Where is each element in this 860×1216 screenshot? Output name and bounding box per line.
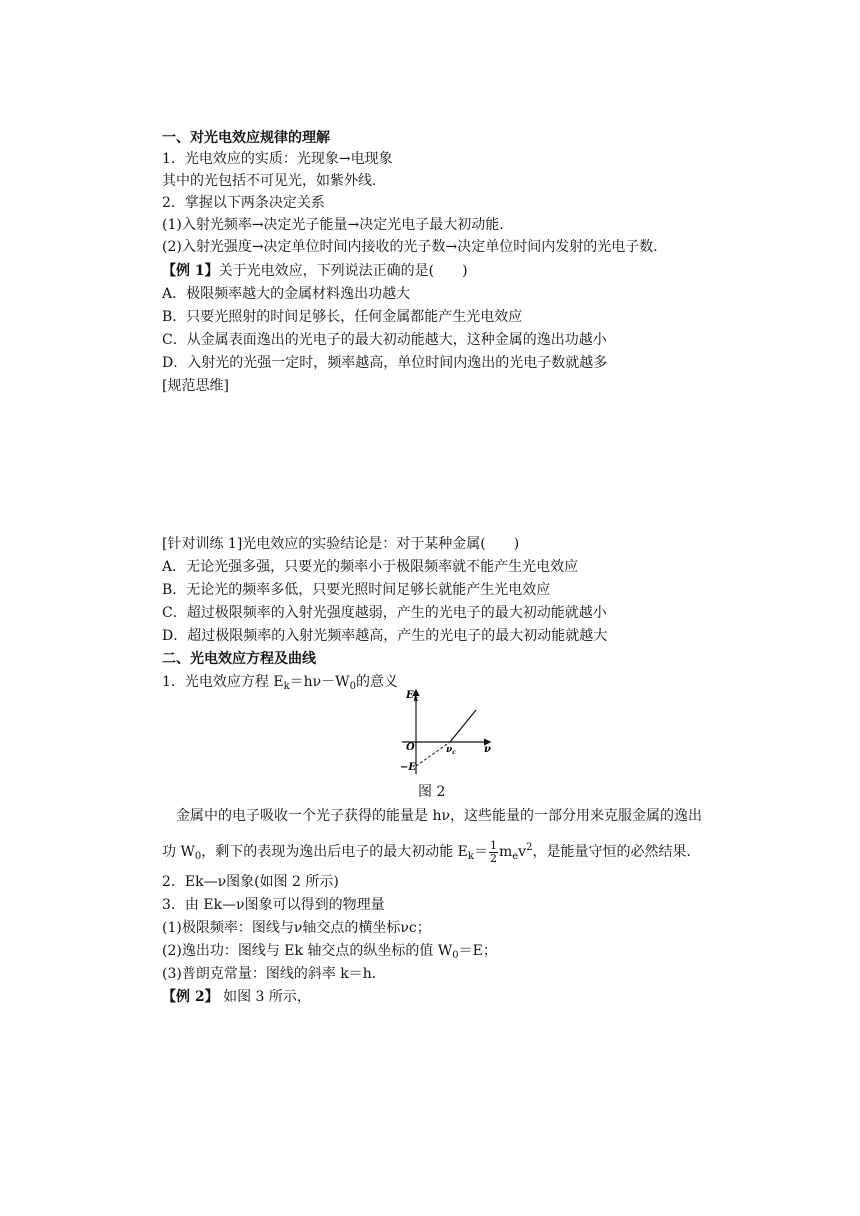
section2-line6: (3)普朗克常量：图线的斜率 k＝h.	[162, 966, 377, 982]
eq-text-3: 的意义	[355, 674, 398, 690]
example2-text: 如图 3 所示，	[218, 989, 311, 1005]
example1-question	[162, 261, 468, 281]
section2-line3: 3．由 Ek—ν图象可以得到的物理量	[162, 897, 385, 913]
eq-text-2: ＝hν－W	[289, 674, 350, 690]
section2-line2: 2．Ek—ν图象(如图 2 所示)	[162, 874, 339, 890]
para2-text-2: ，剩下的表现为逸出后电子的最大初动能 E	[201, 844, 468, 860]
l5-sub-0: 0	[452, 950, 459, 961]
l5-text-1: (2)逸出功：图线与 Ek 轴交点的纵坐标的值 W	[162, 943, 453, 959]
fraction-one-half	[489, 840, 498, 865]
eq-sub-0: 0	[349, 681, 356, 692]
example1-question-text: 关于光电效应，下列说法正确的是( )	[218, 263, 468, 279]
example1-option-b: B．只要光照射的时间足够长，任何金属都能产生光电效应	[162, 309, 523, 325]
training1-question: [针对训练 1]光电效应的实验结论是：对于某种金属( )	[162, 536, 520, 552]
x-axis-label: ν	[484, 744, 491, 755]
para2-sub-k: k	[467, 851, 474, 862]
neg-e-label: −E	[400, 762, 417, 773]
section2-paragraph-line2	[162, 834, 700, 871]
para2-sup-2: 2	[526, 842, 533, 853]
ek-nu-graph	[396, 686, 500, 778]
l5-text-2: ＝E；	[458, 943, 497, 959]
example2-bracket: 【例 2】	[162, 989, 219, 1005]
ek-line-dashed	[416, 742, 450, 766]
frac-denominator: 2	[489, 851, 497, 865]
example1-option-a: A．极限频率越大的金属材料逸出功越大	[162, 286, 411, 302]
training1-option-a: A．无论光强多强，只要光的频率小于极限频率就不能产生光电效应	[162, 559, 579, 575]
figure2-caption: 图 2	[418, 784, 446, 800]
section2-equation-line	[162, 672, 398, 697]
section2-heading: 二、光电效应方程及曲线	[162, 651, 316, 667]
para2-text-1: 功 W	[162, 844, 195, 860]
training1-option-b: B．无论光的频率多低，只要光照时间足够长就能产生光电效应	[162, 582, 551, 598]
section1-line5: (2)入射光强度→决定单位时间内接收的光子数→决定单位时间内发射的光电子数．	[162, 239, 668, 255]
training1-option-d: D．超过极限频率的入射光频率越高，产生的光电子的最大初动能就越大	[162, 628, 608, 644]
y-axis-label: $E_k$	[406, 690, 419, 703]
origin-label: O	[406, 742, 415, 753]
section1-line1: 1．光电效应的实质：光现象→电现象	[162, 151, 393, 167]
section1-heading: 一、对光电效应规律的理解	[162, 130, 330, 146]
example1-option-d: D．入射光的光强一定时，频率越高，单位时间内逸出的光电子数就越多	[162, 355, 608, 371]
example1-thinking: [规范思维]	[162, 378, 229, 394]
section2-line5	[162, 941, 497, 966]
para2-m: m	[498, 844, 513, 860]
training1-option-c: C．超过极限频率的入射光强度越弱，产生的光电子的最大初动能就越小	[162, 605, 607, 621]
para2-v: v	[518, 844, 527, 860]
para2-sub-0: 0	[194, 851, 202, 862]
section1-line2: 其中的光包括不可见光，如紫外线．	[162, 173, 386, 189]
frac-numerator: 1	[489, 838, 497, 852]
para2-text-3: ，是能量守恒的必然结果．	[532, 844, 701, 860]
example1-option-c: C．从金属表面逸出的光电子的最大初动能越大，这种金属的逸出功越小	[162, 332, 607, 348]
nu-c-label: $\nu_c$	[446, 745, 456, 756]
para2-equals: ＝	[473, 844, 488, 860]
example2-line	[162, 987, 311, 1007]
para2-sub-e: e	[512, 851, 519, 862]
eq-text-1: 1．光电效应方程 E	[162, 674, 284, 690]
eq-sub-k: k	[283, 681, 290, 692]
section1-line4: (1)入射光频率→决定光子能量→决定光电子最大初动能．	[162, 217, 514, 233]
ek-line	[450, 710, 476, 742]
example1-bracket: 【例 1】	[162, 263, 219, 279]
section1-line3: 2．掌握以下两条决定关系	[162, 195, 325, 211]
section2-paragraph-line1: 金属中的电子吸收一个光子获得的能量是 hν，这些能量的一部分用来克服金属的逸出	[176, 808, 702, 824]
section2-line4: (1)极限频率：图线与ν轴交点的横坐标νc；	[162, 920, 431, 936]
